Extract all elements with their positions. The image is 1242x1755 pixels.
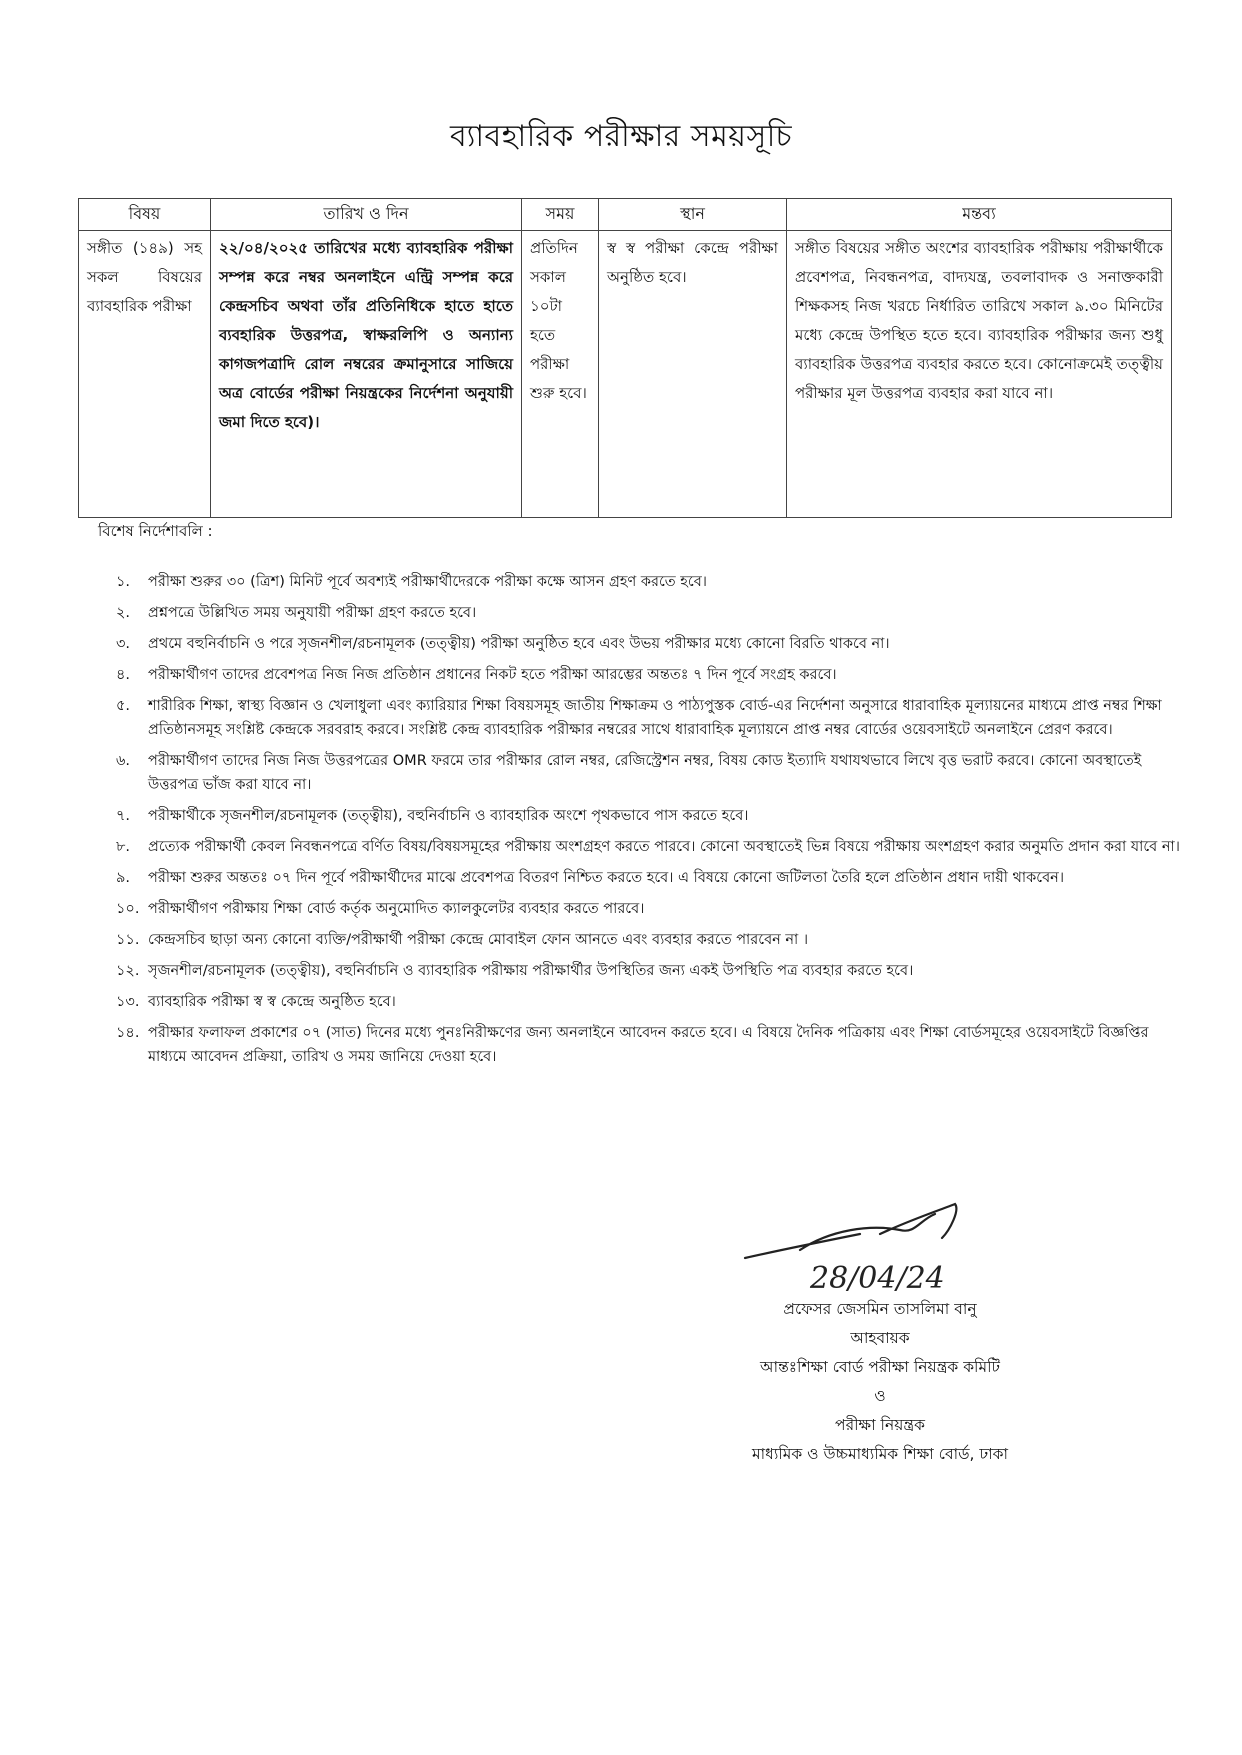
item-number: ১০.: [116, 901, 140, 917]
list-item: [80, 601, 1180, 625]
item-number: ৭.: [116, 808, 131, 824]
item-text: পরীক্ষার ফলাফল প্রকাশের ০৭ (সাত) দিনের মধ্যে পুনঃনিরীক্ষণের জন্য অনলাইনে আবেদন করতে হবে। এ বিষয়ে দৈনিক পত্রিকায় এবং শিক্ষা বোর্ডসমূহের ওয়েবসাইটে বিজ্ঞপ্তির মাধ্যমে আবেদন প্রক্রিয়া, তারিখ ও সময় জানিয়ে দেওয়া হবে।: [148, 1025, 1149, 1065]
list-item: [80, 749, 1180, 797]
cell-subject: সঙ্গীত (১৪৯) সহ সকল বিষয়ের ব্যাবহারিক পরীক্ষা: [79, 231, 211, 518]
item-text: পরীক্ষার্থীগণ পরীক্ষায় শিক্ষা বোর্ড কর্তৃক অনুমোদিত ক্যালকুলেটর ব্যবহার করতে পারবে।: [148, 901, 645, 917]
item-number: ৩.: [116, 636, 131, 652]
instructions-list: [80, 570, 1180, 1076]
list-item: [80, 866, 1180, 890]
conjunction: ও: [874, 1387, 886, 1405]
signatory-name: প্রফেসর জেসমিন তাসলিমা বানু: [783, 1300, 977, 1318]
signatory-role: আহবায়ক: [850, 1329, 910, 1347]
signature-block: [640, 1295, 1120, 1469]
item-number: ১৪.: [116, 1025, 140, 1041]
list-item: [80, 694, 1180, 742]
cell-date: ২২/০৪/২০২৫ তারিখের মধ্যে ব্যাবহারিক পরীক্ষা সম্পন্ন করে নম্বর অনলাইনে এন্ট্রি সম্পন্ন করে কেন্দ্রসচিব অথবা তাঁর প্রতিনিধিকে হাতে হাতে ব্যবহারিক উত্তরপত্র, স্বাক্ষরলিপি ও অন্যান্য কাগজপত্রাদি রোল নম্বরের ক্রমানুসারে সাজিয়ে অত্র বোর্ডের পরীক্ষা নিয়ন্ত্রকের নির্দেশনা অনুযায়ী জমা দিতে হবে)।: [211, 231, 522, 518]
item-number: ৪.: [116, 667, 131, 683]
item-number: ৬.: [116, 753, 131, 769]
table-header-row: [79, 199, 1172, 231]
header-date: তারিখ ও দিন: [211, 199, 522, 231]
item-text: পরীক্ষার্থীকে সৃজনশীল/রচনামূলক (তত্ত্বীয়), বহুনির্বাচনি ও ব্যাবহারিক অংশে পৃথকভাবে পাস করতে হবে।: [148, 808, 749, 824]
item-number: ১৩.: [116, 994, 140, 1010]
special-instructions-heading: বিশেষ নির্দেশাবলি :: [98, 522, 213, 540]
item-text: প্রশ্নপত্রে উল্লিখিত সময় অনুযায়ী পরীক্ষা গ্রহণ করতে হবে।: [148, 605, 477, 621]
list-item: [80, 835, 1180, 859]
cell-time: প্রতিদিন সকাল ১০টা হতে পরীক্ষা শুরু হবে।: [522, 231, 599, 518]
list-item: [80, 663, 1180, 687]
table-row: [79, 231, 1172, 518]
signatory-role-2: পরীক্ষা নিয়ন্ত্রক: [835, 1416, 925, 1434]
header-time: সময়: [522, 199, 599, 231]
list-item: [80, 1021, 1180, 1069]
list-item: [80, 632, 1180, 656]
item-number: ১.: [116, 574, 131, 590]
item-number: ৯.: [116, 870, 131, 886]
schedule-table: [78, 198, 1172, 518]
item-text: পরীক্ষা শুরুর ৩০ (ত্রিশ) মিনিট পূর্বে অবশ্যই পরীক্ষার্থীদেরকে পরীক্ষা কক্ষে আসন গ্রহণ করতে হবে।: [148, 574, 707, 590]
item-text: প্রথমে বহুনির্বাচনি ও পরে সৃজনশীল/রচনামূলক (তত্ত্বীয়) পরীক্ষা অনুষ্ঠিত হবে এবং উভয় পরীক্ষার মধ্যে কোনো বিরতি থাকবে না।: [148, 636, 890, 652]
page-title: ব্যাবহারিক পরীক্ষার সময়সূচি: [449, 119, 793, 154]
list-item: [80, 959, 1180, 983]
header-remarks: মন্তব্য: [787, 199, 1172, 231]
item-text: প্রত্যেক পরীক্ষার্থী কেবল নিবন্ধনপত্রে বর্ণিত বিষয়/বিষয়সমূহের পরীক্ষায় অংশগ্রহণ করতে পারবে। কোনো অবস্থাতেই ভিন্ন বিষয়ে পরীক্ষায় অংশগ্রহণ করার অনুমতি প্রদান করা যাবে না।: [148, 839, 1180, 855]
list-item: [80, 804, 1180, 828]
committee-name: আন্তঃশিক্ষা বোর্ড পরীক্ষা নিয়ন্ত্রক কমিটি: [760, 1358, 1000, 1376]
item-text: সৃজনশীল/রচনামূলক (তত্ত্বীয়), বহুনির্বাচনি ও ব্যাবহারিক পরীক্ষায় পরীক্ষার্থীর উপস্থিতির জন্য একই উপস্থিতি পত্র ব্যবহার করতে হবে।: [148, 963, 914, 979]
header-subject: বিষয়: [79, 199, 211, 231]
item-number: ১২.: [116, 963, 140, 979]
cell-remarks: সঙ্গীত বিষয়ের সঙ্গীত অংশের ব্যাবহারিক পরীক্ষায় পরীক্ষার্থীকে প্রবেশপত্র, নিবন্ধনপত্র, বাদ্যযন্ত্র, তবলাবাদক ও সনাক্তকারী শিক্ষকসহ নিজ খরচে নির্ধারিত তারিখে সকাল ৯.৩০ মিনিটের মধ্যে কেন্দ্রে উপস্থিত হতে হবে। ব্যাবহারিক পরীক্ষার জন্য শুধু ব্যাবহারিক উত্তরপত্র ব্যবহার করতে হবে। কোনোক্রমেই তত্ত্বীয় পরীক্ষার মূল উত্তরপত্র ব্যবহার করা যাবে না।: [787, 231, 1172, 518]
item-text: শারীরিক শিক্ষা, স্বাস্থ্য বিজ্ঞান ও খেলাধুলা এবং ক্যারিয়ার শিক্ষা বিষয়সমূহ জাতীয় শিক্ষাক্রম ও পাঠ্যপুস্তক বোর্ড-এর নির্দেশনা অনুসারে ধারাবাহিক মূল্যায়নের মাধ্যমে প্রাপ্ত নম্বর শিক্ষা প্রতিষ্ঠানসমূহ সংশ্লিষ্ট কেন্দ্রকে সরবরাহ করবে। সংশ্লিষ্ট কেন্দ্র ব্যাবহারিক পরীক্ষার নম্বরের সাথে ধারাবাহিক মূল্যায়নে প্রাপ্ত নম্বর বোর্ডের ওয়েবসাইটে অনলাইনে প্রেরণ করবে।: [148, 698, 1162, 738]
item-text: ব্যাবহারিক পরীক্ষা স্ব স্ব কেন্দ্রে অনুষ্ঠিত হবে।: [148, 994, 396, 1010]
item-text: পরীক্ষা শুরুর অন্ততঃ ০৭ দিন পূর্বে পরীক্ষার্থীদের মাঝে প্রবেশপত্র বিতরণ নিশ্চিত করতে হবে। এ বিষয়ে কোনো জটিলতা তৈরি হলে প্রতিষ্ঠান প্রধান দায়ী থাকবেন।: [148, 870, 1065, 886]
list-item: [80, 897, 1180, 921]
header-place: স্থান: [599, 199, 787, 231]
item-number: ১১.: [116, 932, 140, 948]
item-number: ৮.: [116, 839, 131, 855]
list-item: [80, 570, 1180, 594]
signature-date: 28/04/24: [810, 1261, 945, 1296]
item-text: কেন্দ্রসচিব ছাড়া অন্য কোনো ব্যক্তি/পরীক্ষার্থী পরীক্ষা কেন্দ্রে মোবাইল ফোন আনতে এবং ব্যবহার করতে পারবেন না ।: [148, 932, 809, 948]
board-name: মাধ্যমিক ও উচ্চমাধ্যমিক শিক্ষা বোর্ড, ঢাকা: [752, 1445, 1008, 1463]
item-number: ৫.: [116, 698, 131, 714]
cell-place: স্ব স্ব পরীক্ষা কেন্দ্রে পরীক্ষা অনুষ্ঠিত হবে।: [599, 231, 787, 518]
list-item: [80, 990, 1180, 1014]
item-text: পরীক্ষার্থীগণ তাদের নিজ নিজ উত্তরপত্রের OMR ফরমে তার পরীক্ষার রোল নম্বর, রেজিস্ট্রেশন নম্বর, বিষয় কোড ইত্যাদি যথাযথভাবে লিখে বৃত্ত ভরাট করবে। কোনো অবস্থাতেই উত্তরপত্র ভাঁজ করা যাবে না।: [148, 753, 1142, 793]
item-text: পরীক্ষার্থীগণ তাদের প্রবেশপত্র নিজ নিজ প্রতিষ্ঠান প্রধানের নিকট হতে পরীক্ষা আরম্ভের অন্ততঃ ৭ দিন পূর্বে সংগ্রহ করবে।: [148, 667, 837, 683]
item-number: ২.: [116, 605, 131, 621]
list-item: [80, 928, 1180, 952]
handwritten-signature: [740, 1190, 1000, 1300]
